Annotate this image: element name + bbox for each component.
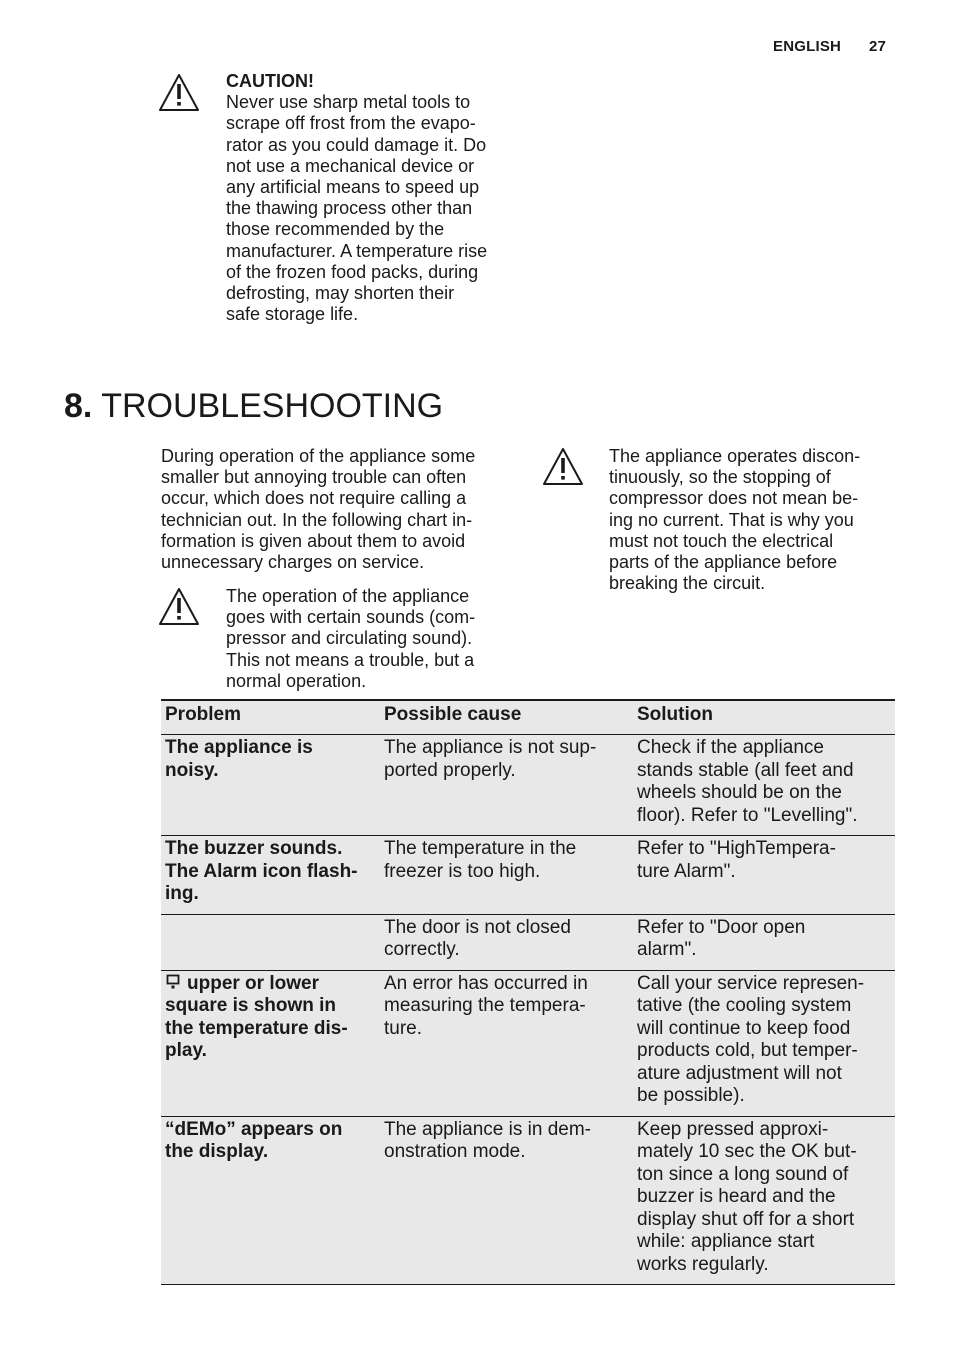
solution-line: Refer to "Door open [637, 916, 806, 938]
solution-line: Check if the appliance [637, 737, 824, 758]
warning-sounds-line: The operation of the appliance [226, 586, 470, 606]
solution-line: while: appliance start [637, 1231, 815, 1252]
table-row [161, 914, 895, 970]
caution-line: safe storage life. [226, 304, 359, 325]
warning-compressor-line: tinuously, so the stopping of [609, 467, 831, 488]
solution-line: tative (the cooling system [637, 995, 852, 1016]
cause-line: measuring the tempera- [384, 995, 586, 1016]
cause-line: The temperature in the [384, 838, 577, 859]
problem-cell [161, 735, 380, 836]
cause-line: freezer is too high. [384, 860, 541, 882]
cause-line: The appliance is in dem- [384, 1118, 591, 1140]
intro-line: smaller but annoying trouble can often [161, 467, 467, 488]
caution-line: of the frozen food packs, during [226, 261, 479, 282]
warning-sounds [226, 586, 475, 692]
warning-compressor-line: ing no current. That is why you [609, 509, 854, 530]
caution-line: defrosting, may shorten their [226, 283, 455, 304]
cause-cell [380, 914, 633, 970]
caution-title: CAUTION! [226, 71, 314, 91]
problem-line: The appliance is [165, 737, 313, 758]
table-row [161, 836, 895, 915]
solution-line: Call your service represen- [637, 972, 865, 994]
cause-cell [380, 836, 633, 915]
warning-sounds-line: normal operation. [226, 670, 367, 691]
table-row [161, 1116, 895, 1285]
problem-line: square is shown in [165, 995, 337, 1016]
table-header-row [161, 700, 895, 735]
problem-cell [161, 1116, 380, 1285]
cause-line: The door is not closed [384, 916, 571, 938]
problem-line: The Alarm icon flash- [165, 860, 358, 882]
caution-line: Never use sharp metal tools to [226, 92, 471, 113]
caution-block [226, 71, 487, 325]
cause-cell [380, 970, 633, 1116]
warning-compressor-line: compressor does not mean be- [609, 488, 859, 509]
warning-compressor-line: parts of the appliance before [609, 552, 838, 573]
cause-cell [380, 1116, 633, 1285]
solution-cell [633, 735, 895, 836]
warning-triangle-icon [542, 447, 584, 487]
cause-line: ported properly. [384, 759, 516, 781]
warning-compressor-line: must not touch the electrical [609, 530, 834, 551]
section-number: 8. [64, 387, 93, 425]
warning-compressor-line: The appliance operates discon- [609, 446, 861, 466]
section-heading [64, 384, 443, 428]
cause-line: correctly. [384, 939, 460, 960]
solution-cell [633, 914, 895, 970]
intro-line: unnecessary charges on service. [161, 552, 425, 573]
solution-line: will continue to keep food [637, 1017, 851, 1039]
problem-line: “dEMo” appears on [165, 1118, 343, 1140]
solution-line: buzzer is heard and the [637, 1186, 836, 1207]
solution-line: display shut off for a short [637, 1208, 855, 1230]
solution-line: stands stable (all feet and [637, 759, 854, 781]
solution-line: Refer to "HighTempera- [637, 838, 836, 859]
caution-line: manufacturer. A temperature rise [226, 240, 488, 261]
intro-paragraph [161, 446, 475, 573]
cause-line: An error has occurred in [384, 972, 588, 994]
problem-line: The buzzer sounds. [165, 838, 343, 859]
warning-triangle-icon [158, 73, 200, 113]
table-row [161, 735, 895, 836]
problem-cell [161, 836, 380, 915]
problem-cell [161, 914, 380, 970]
caution-line: rator as you could damage it. Do [226, 134, 487, 155]
solution-line: wheels should be on the [637, 782, 842, 803]
solution-line: mately 10 sec the OK but- [637, 1141, 857, 1162]
problem-line [165, 973, 376, 996]
solution-line: ature adjustment will not [637, 1062, 842, 1084]
warning-sounds-line: This not means a trouble, but a [226, 649, 475, 670]
header-problem: Problem [161, 700, 380, 735]
intro-line: technician out. In the following chart in- [161, 509, 473, 530]
problem-line: ing. [165, 883, 199, 904]
problem-cell [161, 970, 380, 1116]
cause-line: onstration mode. [384, 1141, 526, 1162]
solution-line: floor). Refer to "Levelling". [637, 804, 858, 826]
solution-cell [633, 836, 895, 915]
troubleshooting-table [161, 699, 895, 1285]
problem-line: the display. [165, 1141, 269, 1162]
square-display-icon [165, 974, 181, 990]
page-number: 27 [869, 38, 887, 55]
caution-line: scrape off frost from the evapo- [226, 113, 476, 134]
intro-line: formation is given about them to avoid [161, 530, 466, 551]
solution-cell [633, 1116, 895, 1285]
warning-compressor [609, 446, 860, 594]
cause-line: ture. [384, 1017, 423, 1039]
caution-line: any artificial means to speed up [226, 177, 480, 198]
problem-text: upper or lower [187, 972, 319, 994]
intro-line: occur, which does not require calling a [161, 488, 467, 509]
solution-line: products cold, but temper- [637, 1040, 858, 1061]
warning-sounds-line: pressor and circulating sound). [226, 628, 473, 649]
problem-line: noisy. [165, 759, 219, 781]
intro-line: During operation of the appliance some [161, 446, 476, 466]
cause-cell [380, 735, 633, 836]
section-title: TROUBLESHOOTING [101, 387, 444, 425]
solution-line: Keep pressed approxi- [637, 1118, 829, 1140]
problem-line: the temperature dis- [165, 1017, 348, 1039]
header-solution: Solution [633, 700, 895, 735]
caution-line: not use a mechanical device or [226, 155, 475, 176]
table-row [161, 970, 895, 1116]
warning-sounds-line: goes with certain sounds (com- [226, 607, 476, 628]
solution-line: be possible). [637, 1085, 745, 1106]
warning-compressor-line: breaking the circuit. [609, 573, 766, 594]
solution-line: works regularly. [637, 1253, 769, 1275]
problem-line: play. [165, 1040, 207, 1061]
solution-cell [633, 970, 895, 1116]
header-possible-cause: Possible cause [380, 700, 633, 735]
solution-line: ton since a long sound of [637, 1163, 849, 1185]
header-language: ENGLISH [773, 38, 842, 55]
caution-line: the thawing process other than [226, 198, 473, 219]
solution-line: alarm". [637, 939, 697, 960]
warning-triangle-icon [158, 587, 200, 627]
caution-line: those recommended by the [226, 219, 445, 240]
solution-line: ture Alarm". [637, 860, 736, 882]
cause-line: The appliance is not sup- [384, 737, 597, 758]
